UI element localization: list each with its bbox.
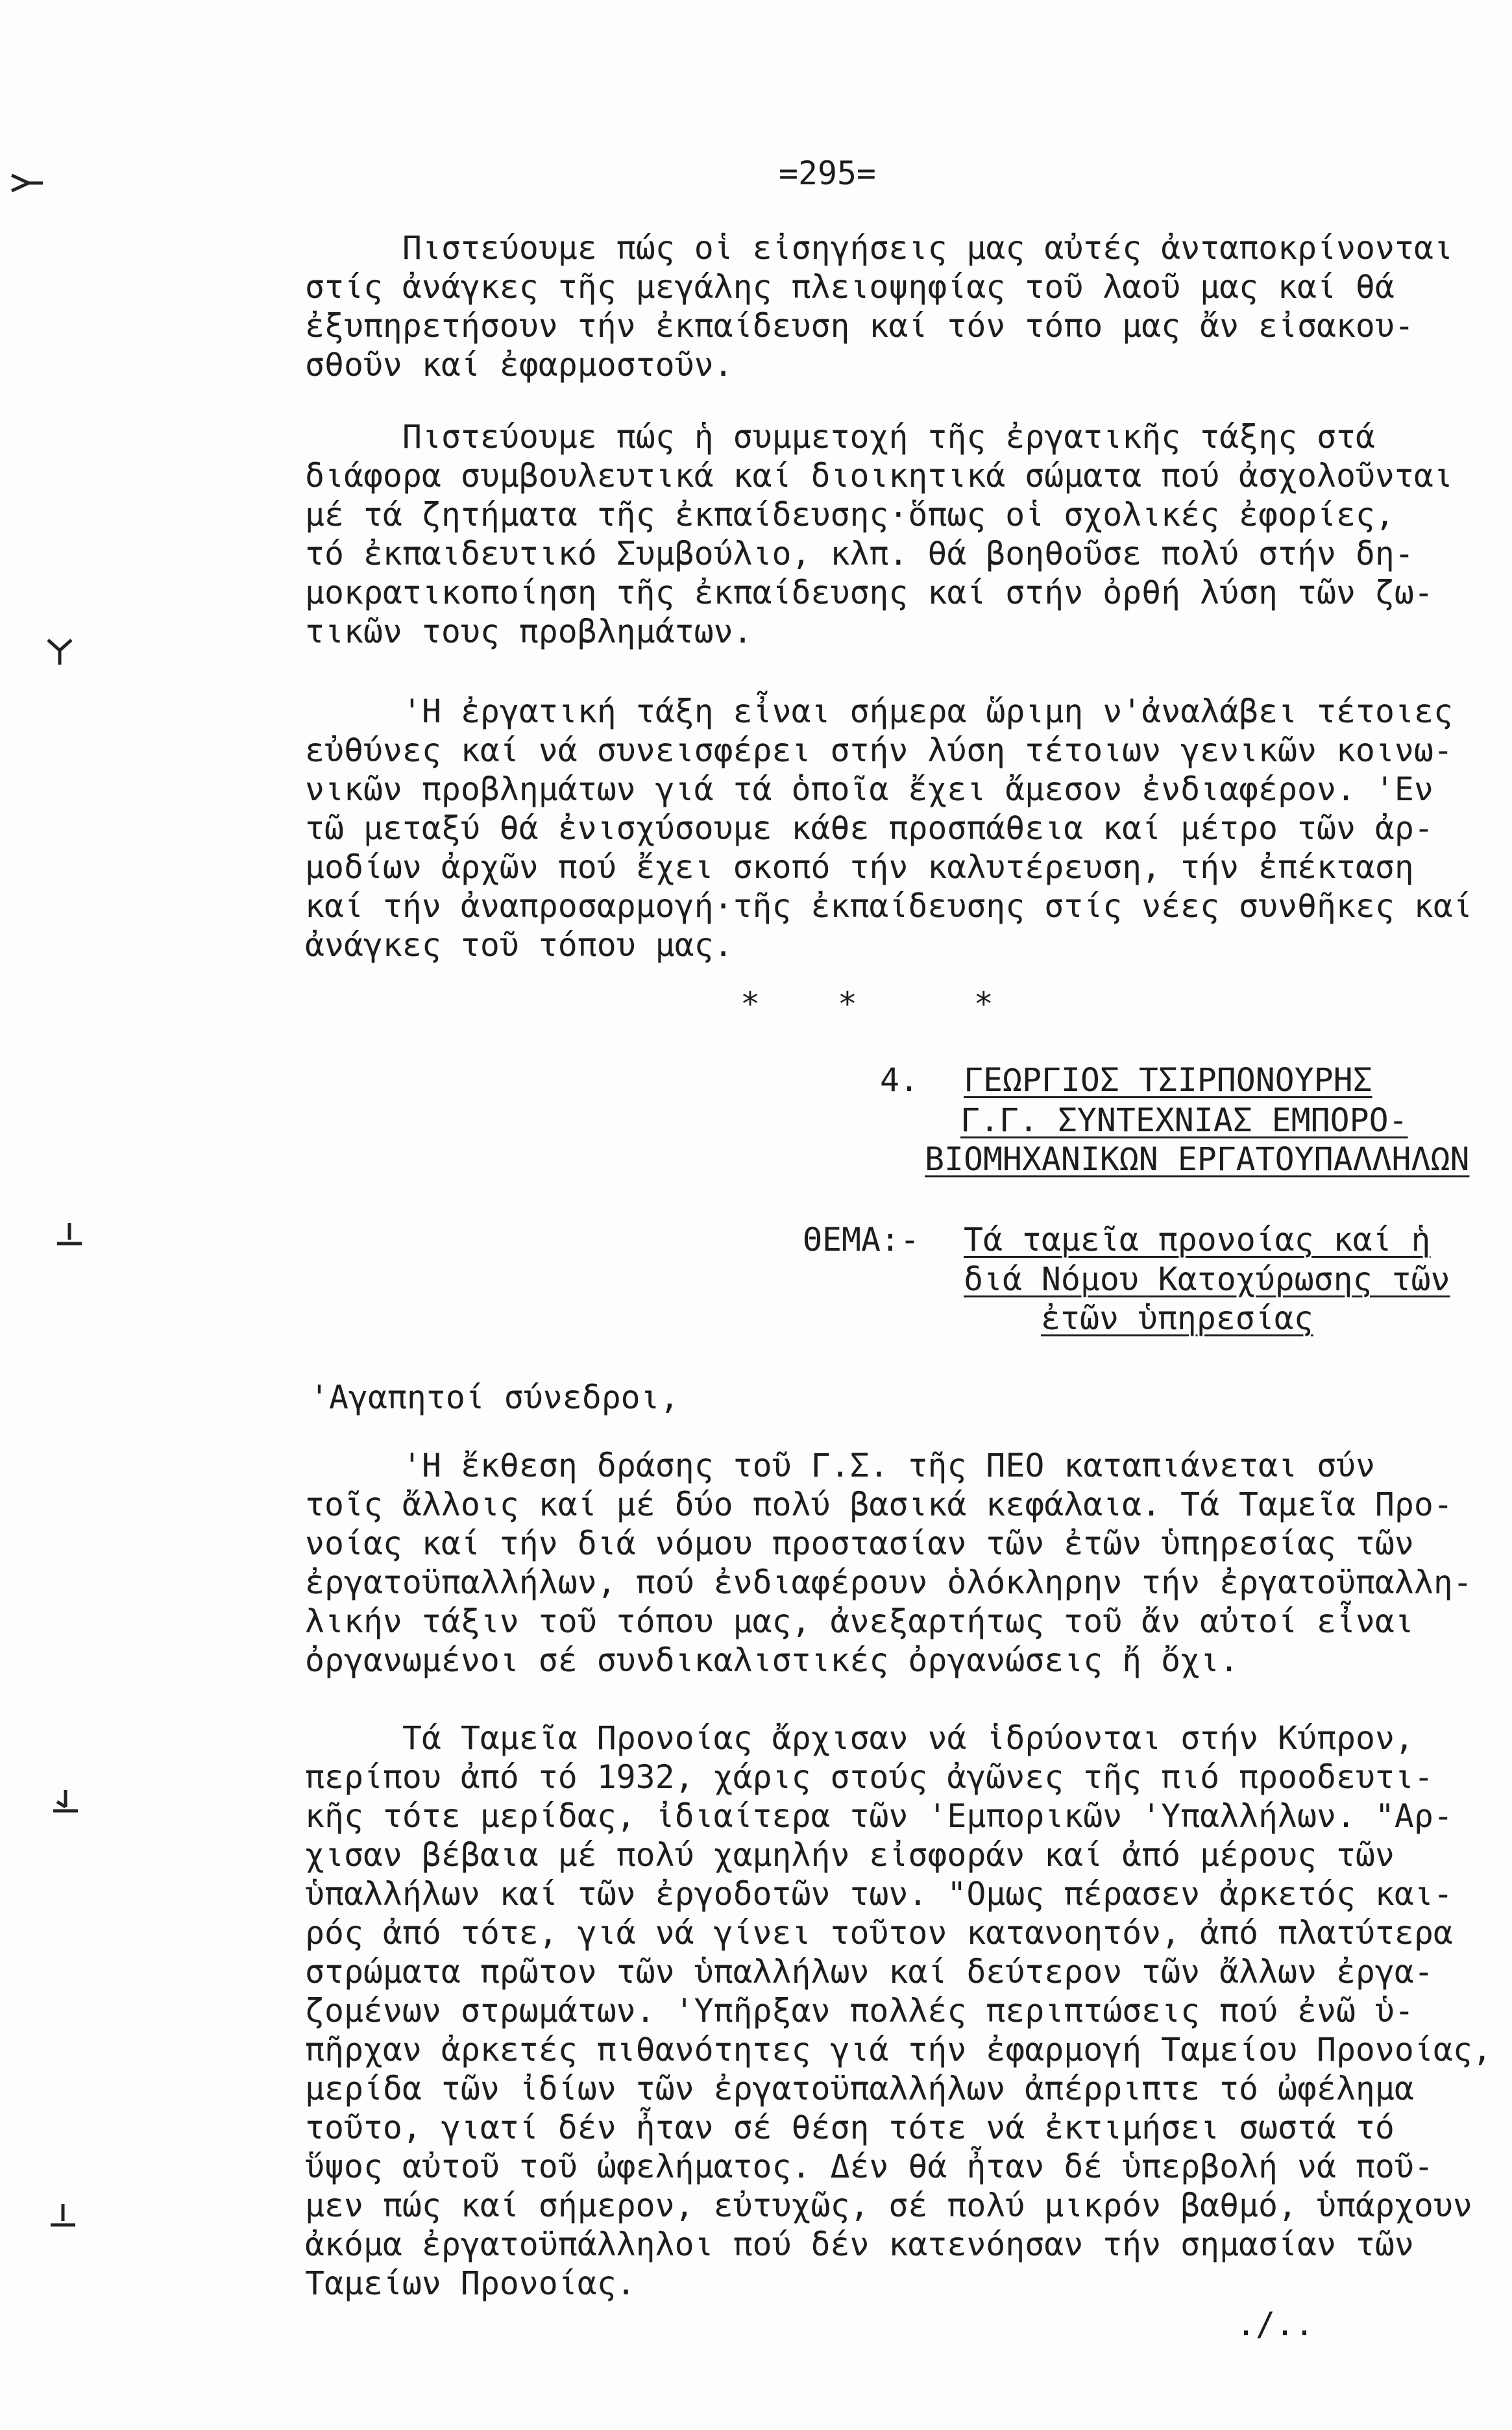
subject-label: ΘΕΜΑ:- [803,1221,920,1258]
paragraph-line: λικήν τάξιν τοῦ τόπου μας, ἀνεξαρτήτως τοῦ ἄν αὐτοί εἶναι [305,1602,1414,1640]
paragraph-line: ζομένων στρωμάτων. 'Υπῆρξαν πολλές περιπτώσεις πού ἐνῶ ὑ- [305,1992,1414,2030]
paragraph-line: ἀκόμα ἐργατοϋπάλληλοι πού δέν κατενόησαν τήν σημασίαν τῶν [305,2226,1414,2263]
paragraph-line: ὕψος αὐτοῦ τοῦ ὠφελήματος. Δέν θά ἦταν δέ ὑπερβολή νά ποῦ- [305,2148,1433,2185]
paragraph-line: Πιστεύουμε πώς ἡ συμμετοχή τῆς ἐργατικῆς τάξης στά [402,418,1376,456]
continuation-mark: ./.. [1236,2305,1314,2343]
paragraph [305,1719,1492,2303]
paragraph-line: μέ τά ζητήματα τῆς ἐκπαίδευσης·ὅπως οἱ σχολικές ἐφορίες, [305,496,1395,534]
margin-arrow-mark [9,170,45,196]
paragraph [305,1446,1472,1680]
salutation: 'Αγαπητοί σύνεδροι, [310,1379,679,1416]
paragraph-line: νικῶν προβλημάτων γιά τά ὁποῖα ἔχει ἄμεσον ἐνδιαφέρον. 'Εν [305,770,1433,808]
paragraph-line: διάφορα συμβουλευτικά καί διοικητικά σώματα πού ἀσχολοῦνται [305,457,1453,495]
margin-tick-mark [55,1220,84,1249]
paragraph-line: στίς ἀνάγκες τῆς μεγάλης πλειοψηφίας τοῦ λαοῦ μας καί θά [305,268,1395,306]
subject-line: Τά ταμεῖα προνοίας καί ἡ [964,1221,1431,1258]
paragraph-line: ἐργατοϋπαλλήλων, πού ἐνδιαφέρουν ὁλόκληρην τήν ἐργατοϋπαλλη- [305,1564,1472,1601]
paragraph-line: μοκρατικοποίηση τῆς ἐκπαίδευσης καί στήν ὀρθή λύση τῶν ζω- [305,574,1433,611]
paragraph [305,228,1453,384]
paragraph-line: τῶ μεταξύ θά ἐνισχύσουμε κάθε προσπάθεια καί μέτρο τῶν ἀρ- [305,809,1433,847]
paragraph-line: καί τήν ἀναπροσαρμογή·τῆς ἐκπαίδευσης στίς νέες συνθῆκες καί [305,887,1472,925]
paragraph-line: τοῖς ἄλλοις καί μέ δύο πολύ βασικά κεφάλαια. Τά Ταμεῖα Προ- [305,1486,1453,1523]
speaker-title-line: ΒΙΟΜΗΧΑΝΙΚΩΝ ΕΡΓΑΤΟΥΠΑΛΛΗΛΩΝ [925,1140,1470,1178]
section-separator: * * * [740,985,994,1023]
subject-line: διά Νόμου Κατοχύρωσης τῶν [964,1260,1450,1298]
paragraph-line: τό ἐκπαιδευτικό Συμβούλιο, κλπ. θά βοηθοῦσε πολύ στήν δη- [305,535,1414,572]
paragraph-line: ἀνάγκες τοῦ τόπου μας. [305,926,733,964]
paragraph [305,417,1453,651]
speaker-name: ΓΕΩΡΓΙΟΣ ΤΣΙΡΠΟΝΟΥΡΗΣ [964,1061,1372,1099]
paragraph-line: ὀργανωμένοι σέ συνδικαλιστικές ὀργανώσεις ἤ ὄχι. [305,1641,1239,1679]
paragraph-line: ρός ἀπό τότε, γιά νά γίνει τοῦτον κατανοητόν, ἀπό πλατύτερα [305,1914,1453,1952]
paragraph-line: νοίας καί τήν διά νόμου προστασίαν τῶν ἐτῶν ὑπηρεσίας τῶν [305,1525,1414,1562]
paragraph-line: ἐξυπηρετήσουν τήν ἐκπαίδευση καί τόν τόπο μας ἄν εἰσακου- [305,307,1414,345]
paragraph [305,692,1472,964]
margin-y-mark [45,636,74,667]
paragraph-line: εὐθύνες καί νά συνεισφέρει στήν λύση τέτοιων γενικῶν κοινω- [305,731,1453,769]
paragraph-line: περίπου ἀπό τό 1932, χάρις στούς ἀγῶνες τῆς πιό προοδευτι- [305,1758,1433,1796]
paragraph-line: τοῦτο, γιατί δέν ἦταν σέ θέση τότε νά ἐκτιμήσει σωστά τό [305,2109,1395,2146]
paragraph-line: Ταμείων Προνοίας. [305,2264,636,2302]
paragraph-line: μερίδα τῶν ἰδίων τῶν ἐργατοϋπαλλήλων ἀπέρριπτε τό ὠφέλημα [305,2070,1414,2107]
paragraph-line: σθοῦν καί ἐφαρμοστοῦν. [305,346,733,384]
margin-tick-mark [51,1787,80,1816]
paragraph-line: τικῶν τους προβλημάτων. [305,613,753,650]
paragraph-line: μεν πώς καί σήμερον, εὐτυχῶς, σέ πολύ μικρόν βαθμό, ὑπάρχουν [305,2187,1472,2224]
paragraph-line: 'Η ἔκθεση δράσης τοῦ Γ.Σ. τῆς ΠΕΟ καταπιάνεται σύν [402,1447,1376,1484]
paragraph-line: 'Η ἐργατική τάξη εἶναι σήμερα ὥριμη ν'ἀναλάβει τέτοιες [402,693,1453,730]
paragraph-line: Τά Ταμεῖα Προνοίας ἄρχισαν νά ἱδρύονται στήν Κύπρον, [402,1719,1414,1757]
paragraph-line: Πιστεύουμε πώς οἱ εἰσηγήσεις μας αὐτές ἀνταποκρίνονται [402,229,1453,267]
speaker-number: 4. [880,1061,919,1099]
paragraph-line: χισαν βέβαια μέ πολύ χαμηλήν εἰσφοράν καί ἀπό μέρους τῶν [305,1836,1395,1874]
paragraph-line: ὑπαλλήλων καί τῶν ἐργοδοτῶν των. "Ομως πέρασεν ἀρκετός και- [305,1875,1453,1913]
paragraph-line: πῆρχαν ἀρκετές πιθανότητες γιά τήν ἐφαρμογή Ταμείου Προνοίας, [305,2031,1492,2068]
speaker-title-line: Γ.Γ. ΣΥΝΤΕΧΝΙΑΣ ΕΜΠΟΡΟ- [960,1101,1408,1139]
page-number: =295= [779,154,876,192]
paragraph-line: κῆς τότε μερίδας, ἰδιαίτερα τῶν 'Εμπορικῶν 'Υπαλλήλων. "Αρ- [305,1797,1453,1835]
margin-tick-mark [48,2202,78,2230]
subject-line: ἐτῶν ὑπηρεσίας [1041,1299,1313,1337]
paragraph-line: μοδίων ἀρχῶν πού ἔχει σκοπό τήν καλυτέρευση, τήν ἐπέκταση [305,848,1414,886]
paragraph-line: στρώματα πρῶτον τῶν ὑπαλλήλων καί δεύτερον τῶν ἄλλων ἐργα- [305,1953,1433,1991]
